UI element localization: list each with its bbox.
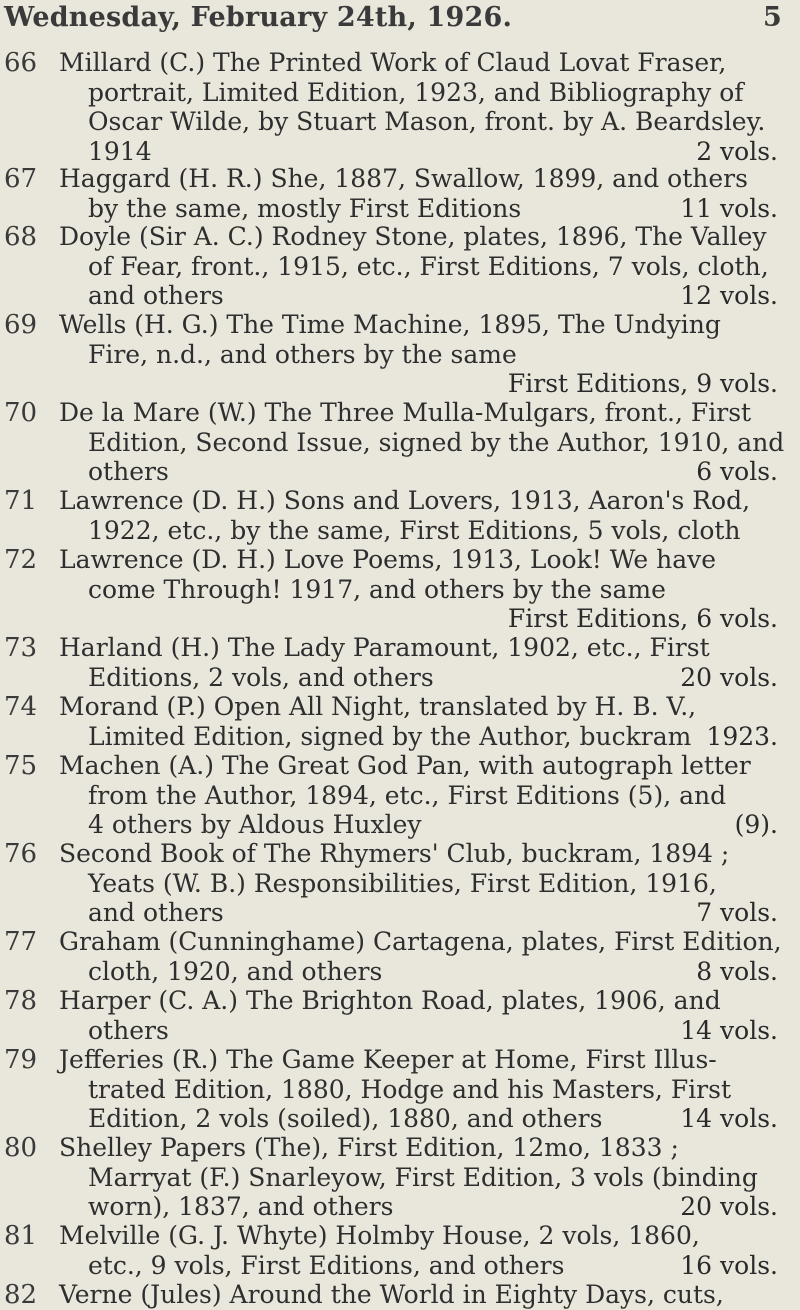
lot-number: 82 (4, 1280, 38, 1310)
lot-quantity: 2 vols. (696, 136, 778, 166)
lot-number: 66 (4, 48, 38, 78)
lot-description-line: and others (88, 281, 224, 310)
lot-description-line: Millard (C.) The Printed Work of Claud Lovat Fraser, (59, 48, 727, 77)
lot-number: 81 (4, 1221, 38, 1251)
lot-number: 75 (4, 751, 38, 781)
lot-quantity: 6 vols. (696, 457, 778, 486)
lot-description-line: De la Mare (W.) The Three Mulla-Mulgars, front., First (59, 398, 752, 427)
lot-number: 67 (4, 164, 38, 194)
lot-description-line: Shelley Papers (The), First Edition, 12mo, 1833 ; (59, 1133, 679, 1162)
lot-description-line: Morand (P.) Open All Night, translated by H. B. V., (59, 692, 697, 721)
lot-description-line: 1922, etc., by the same, First Editions, 5 vols, cloth (88, 515, 741, 545)
lot-quantity: 7 vols. (696, 898, 778, 927)
lot-description-line: others (88, 1015, 169, 1045)
lot-description-line: come Through! 1917, and others by the same (88, 574, 666, 604)
lot-description-line: portrait, Limited Edition, 1923, and Bibliography of (88, 77, 744, 107)
page-header (0, 2, 790, 42)
page-title: Wednesday, February 24th, 1926. (4, 2, 513, 33)
lot-number: 71 (4, 486, 38, 516)
lot-description-line: from the Author, 1894, etc., First Editions (5), and (88, 780, 727, 810)
lot-number: 78 (4, 986, 38, 1016)
lot-description-line: Harper (C. A.) The Brighton Road, plates, 1906, and (59, 986, 721, 1015)
lot-description-line: Second Book of The Rhymers' Club, buckram, 1894 ; (59, 839, 730, 868)
lot-description-line: trated Edition, 1880, Hodge and his Masters, First (88, 1074, 731, 1104)
lot-quantity: 14 vols. (680, 1015, 778, 1045)
lot-description-line: Wells (H. G.) The Time Machine, 1895, The Undying (59, 310, 721, 339)
lot-number: 69 (4, 310, 38, 340)
lot-quantity: First Editions, 6 vols. (507, 604, 778, 633)
lot-description-line: Limited Edition, signed by the Author, buckram (88, 721, 692, 751)
lot-quantity: 20 vols. (680, 1192, 778, 1221)
lot-description-line: Melville (G. J. Whyte) Holmby House, 2 vols, 1860, (59, 1221, 700, 1250)
lot-description-line: Edition, 2 vols (soiled), 1880, and others (88, 1104, 603, 1133)
lot-description-line: Graham (Cunninghame) Cartagena, plates, First Edition, (59, 927, 782, 956)
lot-number: 74 (4, 692, 38, 722)
lot-description-line: Editions, 2 vols, and others (88, 662, 434, 692)
lot-number: 73 (4, 633, 38, 663)
lot-description-line: worn), 1837, and others (88, 1192, 394, 1221)
lot-description-line: 4 others by Aldous Huxley (88, 810, 422, 839)
lot-quantity: First Editions, 9 vols. (507, 369, 778, 398)
lot-description-line: Edition, Second Issue, signed by the Author, 1910, and (88, 427, 785, 457)
lot-quantity: 20 vols. (680, 662, 778, 692)
lot-description-line: Fire, n.d., and others by the same (88, 339, 517, 369)
lot-description-line: Lawrence (D. H.) Sons and Lovers, 1913, Aaron's Rod, (59, 486, 751, 515)
lot-description-line: Lawrence (D. H.) Love Poems, 1913, Look! We have (59, 545, 717, 574)
lot-description-line: Verne (Jules) Around the World in Eighty Days, cuts, (59, 1280, 724, 1309)
page-number: 5 (763, 2, 782, 33)
lot-description-line: others (88, 457, 169, 486)
lot-description-line: Haggard (H. R.) She, 1887, Swallow, 1899, and others (59, 164, 748, 193)
lot-description-line: Doyle (Sir A. C.) Rodney Stone, plates, 1896, The Valley (59, 222, 767, 251)
lot-description-line: Yeats (W. B.) Responsibilities, First Edition, 1916, (88, 868, 717, 898)
lot-description-line: Oscar Wilde, by Stuart Mason, front. by A. Beardsley. (88, 107, 766, 136)
lot-description-line: Harland (H.) The Lady Paramount, 1902, etc., First (59, 633, 710, 662)
lot-quantity: 11 vols. (680, 193, 778, 223)
lot-description-line: 1914 (88, 136, 152, 166)
lot-quantity: (9). (734, 810, 778, 839)
lot-description-line: cloth, 1920, and others (88, 956, 383, 986)
lot-number: 76 (4, 839, 38, 869)
lot-description-line: and others (88, 898, 224, 927)
lot-number: 72 (4, 545, 38, 575)
lot-number: 77 (4, 927, 38, 957)
lot-number: 79 (4, 1045, 38, 1075)
lot-number: 68 (4, 222, 38, 252)
lot-quantity: 16 vols. (680, 1250, 778, 1280)
lot-description-line: Machen (A.) The Great God Pan, with autograph letter (59, 751, 751, 780)
lot-quantity: 14 vols. (680, 1104, 778, 1133)
lot-quantity: 1923. (706, 721, 778, 751)
lot-number: 80 (4, 1133, 38, 1163)
lot-description-line: Jefferies (R.) The Game Keeper at Home, First Illus- (59, 1045, 717, 1074)
lot-description-line: Marryat (F.) Snarleyow, First Edition, 3 vols (binding (88, 1162, 758, 1192)
lot-number: 70 (4, 398, 38, 428)
lot-quantity: 8 vols. (696, 956, 778, 986)
lot-description-line: of Fear, front., 1915, etc., First Editions, 7 vols, cloth, (88, 251, 769, 281)
lot-description-line: etc., 9 vols, First Editions, and others (88, 1250, 565, 1280)
lot-description-line: by the same, mostly First Editions (88, 193, 522, 223)
lot-quantity: 12 vols. (680, 281, 778, 310)
